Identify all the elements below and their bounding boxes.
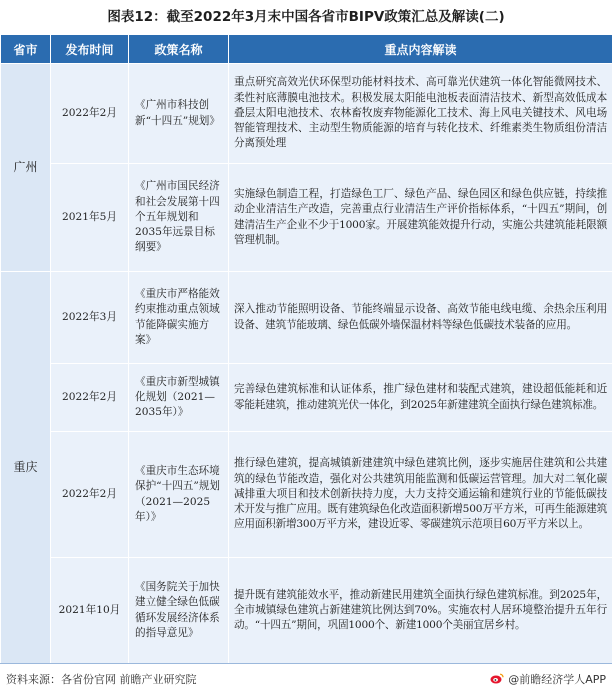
- header-province: 省市: [1, 35, 51, 64]
- table-row: [1, 558, 612, 664]
- date-cell: 2021年10月: [51, 558, 129, 664]
- table-header-row: [1, 35, 612, 64]
- policy-table: [0, 34, 612, 664]
- table-row: [1, 364, 612, 432]
- date-cell: 2022年3月: [51, 272, 129, 364]
- content-cell: 完善绿色建筑标准和认证体系，推广绿色建材和装配式建筑，建设超低能耗和近零能耗建筑，推动建筑光伏一体化，到2025年新建建筑全面执行绿色建筑标准。: [229, 364, 612, 432]
- province-cell: 广州: [1, 64, 51, 272]
- policy-name-cell: 《重庆市新型城镇化规划（2021—2035年）》: [129, 364, 229, 432]
- credit: [490, 671, 606, 687]
- chart-title: 图表12：截至2022年3月末中国各省市BIPV政策汇总及解读(二): [107, 9, 505, 25]
- header-content: 重点内容解读: [229, 35, 612, 64]
- policy-name-cell: 《重庆市严格能效约束推动重点领域节能降碳实施方案》: [129, 272, 229, 364]
- header-policy: 政策名称: [129, 35, 229, 64]
- date-cell: 2022年2月: [51, 432, 129, 558]
- date-cell: 2021年5月: [51, 164, 129, 272]
- province-cell: 重庆: [1, 272, 51, 664]
- content-cell: 推行绿色建筑，提高城镇新建建筑中绿色建筑比例，逐步实施居住建筑和公共建筑的绿色节能改造，强化对公共建筑用能监测和低碳运营管理。加大对二氧化碳减排重大项目和技术创新扶持力度，大力支持交通运输和建筑行业的节能低碳技术开发与推广应用。既有建筑绿色化改造面积新增500万平方米，可再生能源建筑应用面积新增300万平方米，建设近零、零碳建筑示范项目60万平方米以上。: [229, 432, 612, 558]
- weibo-icon: [490, 673, 504, 684]
- policy-name-cell: 《重庆市生态环境保护“十四五”规划（2021—2025年）》: [129, 432, 229, 558]
- table-row: [1, 272, 612, 364]
- content-cell: 提升既有建筑能效水平，推动新建民用建筑全面执行绿色建筑标准。到2025年，全市城镇绿色建筑占新建建筑比例达到70%。实施农村人居环境整治提升五年行动。“十四五”期间，巩固1000个、新建1000个美丽宜居乡村。: [229, 558, 612, 664]
- policy-name-cell: 《广州市科技创新“十四五”规划》: [129, 64, 229, 164]
- content-cell: 深入推动节能照明设备、节能终端显示设备、高效节能电线电缆、余热余压利用设备、建筑节能玻璃、绿色低碳外墙保温材料等绿色低碳技术装备的应用。: [229, 272, 612, 364]
- table-row: [1, 164, 612, 272]
- credit-text: @前瞻经济学人APP: [508, 672, 606, 686]
- date-cell: 2022年2月: [51, 64, 129, 164]
- header-date: 发布时间: [51, 35, 129, 64]
- source-text: 资料来源：各省份官网 前瞻产业研究院: [6, 672, 197, 686]
- table-row: [1, 432, 612, 558]
- content-cell: 实施绿色制造工程，打造绿色工厂、绿色产品、绿色园区和绿色供应链，持续推动企业清洁生产改造，完善重点行业清洁生产评价指标体系，“十四五”期间，创建清洁生产企业不少于1000家。开展建筑能效提升行动，实施公共建筑能耗限额管理机制。: [229, 164, 612, 272]
- date-cell: 2022年2月: [51, 364, 129, 432]
- policy-name-cell: 《广州市国民经济和社会发展第十四个五年规划和2035年远景目标纲要》: [129, 164, 229, 272]
- table-row: [1, 64, 612, 164]
- policy-name-cell: 《国务院关于加快建立健全绿色低碳循环发展经济体系的指导意见》: [129, 558, 229, 664]
- content-cell: 重点研究高效光伏环保型功能材料技术、高可靠光伏建筑一体化智能微网技术、柔性衬底薄膜电池技术。积极发展太阳能电池板表面清洁技术、新型高效低成本叠层太阳电池技术、农林畜牧废弃物能源化工技术、海上风电关键技术、风电场智能管理技术、主动型生物质能源的培育与转化技术、纤维素类生物质组份清洁分离预处理: [229, 64, 612, 164]
- footer: [0, 663, 612, 693]
